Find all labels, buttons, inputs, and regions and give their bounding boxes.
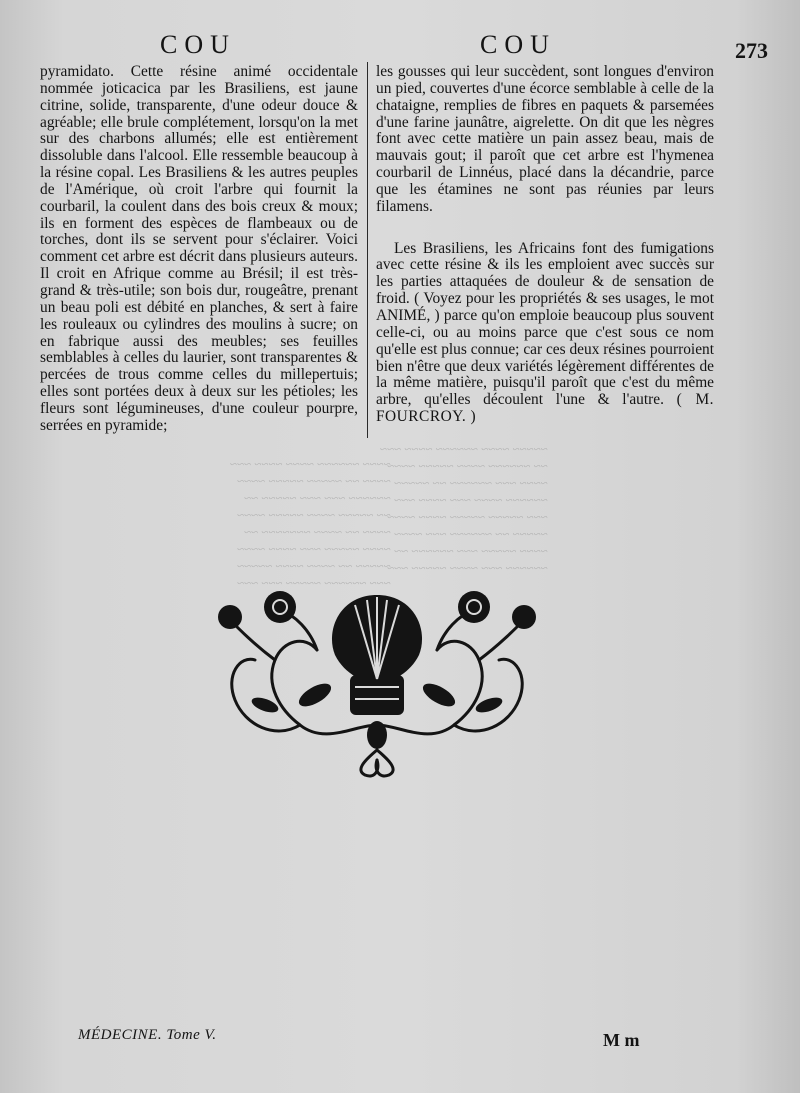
signature-mark: M m bbox=[603, 1030, 640, 1050]
running-head-right: COU bbox=[480, 30, 556, 59]
floral-fleuron-icon bbox=[205, 575, 550, 780]
running-head-left: COU bbox=[160, 30, 236, 59]
page-number: 273 bbox=[735, 38, 768, 63]
text-column-left bbox=[40, 64, 358, 435]
column-divider bbox=[367, 62, 368, 438]
text-column-right bbox=[376, 64, 714, 426]
show-through-left: ~~~~ ~~~~~~ ~~~~ ~~~~ ~~~ ~~~~ ~~ ~~~~~ ~~~~~ ~~~~ ~~~~~~ ~~~ ~~~ ~~~~~ ~~ ~~ ~~~~~ ~~~~ ~~~~~ ~~~~ ~~~~ ~~ ~~~~ ~~~~~~~ ~~ ~~~~ ~~~~~ ~~~ ~~~~ ~~~~ ~~~~~ ~~ ~~~~ ~~~~ ~~~~~ ~~~ ~~~~~~ ~~~~~ ~~~ ~~~ bbox=[230, 456, 391, 590]
volume-footer: MÉDECINE. Tome V. bbox=[78, 1027, 217, 1043]
author-signature: ( M. FOURCROY. ) bbox=[376, 391, 714, 426]
show-through-right: ~~~~~ ~~~~ ~~~~~~ ~~~~ ~~~ ~~ ~~~~~~ ~~~~ ~~~~~ ~~~~ ~~~~ ~~~ ~~~~~~ ~~ ~~~~~ ~~~~~~ ~~~~ ~~~ ~~~~ ~~~ ~~~ ~~~~~ ~~~~~ ~~~~ ~~~~ ~~~~~ ~~ ~~~~~~ ~~~ ~~~~ ~~~~ ~~~~~ ~~~ ~~~~~~ ~~ ~~~~~~ ~~~ ~~~~ ~~~~~ ~~~ bbox=[380, 441, 548, 575]
column-right-paragraph-2 bbox=[376, 241, 714, 426]
column-right-paragraph-2-text: Les Brasiliens, les Africains font des fumigations avec cette résine & ils les emploient avec succès sur les parties attaquées de douleur & de sensation de froid. ( Voyez pour les propriétés & ses usages, le mot ANIMÉ, ) parce qu'on emploie beaucoup plus souvent celle-ci, ou au moins parce que c'est sous ce nom qu'elle est plus connue; car ces deux résines pourroient bien n'être que deux variétés légèrement différentes de la même matière, puisqu'il paroît que c'est du même arbre, qu'elles découlent l'une & l'autre. bbox=[376, 239, 714, 409]
column-right-paragraph-1: les gousses qui leur succèdent, sont longues d'environ un pied, couvertes d'une écorce semblable à celle de la chataigne, remplies de fibres en paquets & parsemées d'une farine jaunâtre, aigrelette. On dit que les nègres font avec cette matière un pain assez beau, mais de mauvais gout; il paroît que cet arbre est l'hymenea courbaril de Linnéus, placé dans la décandrie, parce que les étamines ne sont pas réunies par leurs filamens. bbox=[376, 63, 714, 215]
column-left-text: pyramidato. Cette résine animé occidentale nommée joticacica par les Brasiliens, est jaune citrine, solide, transparente, d'une odeur douce & agréable; elle brule complétement, lorsqu'on la met sur des charbons allumés; elle est entièrement dissoluble dans l'alcool. Elle ressemble beaucoup à la résine copal. Les Brasiliens & les autres peuples de l'Amérique, où croit l'arbre qui fournit la courbaril, la coulent dans des bois creux & moux; ils en forment des espèces de flambeaux ou de torches, dont ils se servent pour s'éclairer. Voici comment cet arbre est décrit dans plusieurs auteurs. Il croit en Afrique comme au Brésil; il est très-grand & très-utile; son bois dur, rougeâtre, prenant un beau poli est débité en planches, & sert à faire les rouleaux ou cylindres des moulins à sucre; on en fabrique aussi des meubles; ses feuilles semblables à celles du laurier, sont transparentes & percées de trous comme celles du millepertuis; elles sont portées deux à deux sur les pétioles; les fleurs sont légumineuses, d'une couleur pourpre, serrées en pyramide; bbox=[40, 63, 358, 434]
